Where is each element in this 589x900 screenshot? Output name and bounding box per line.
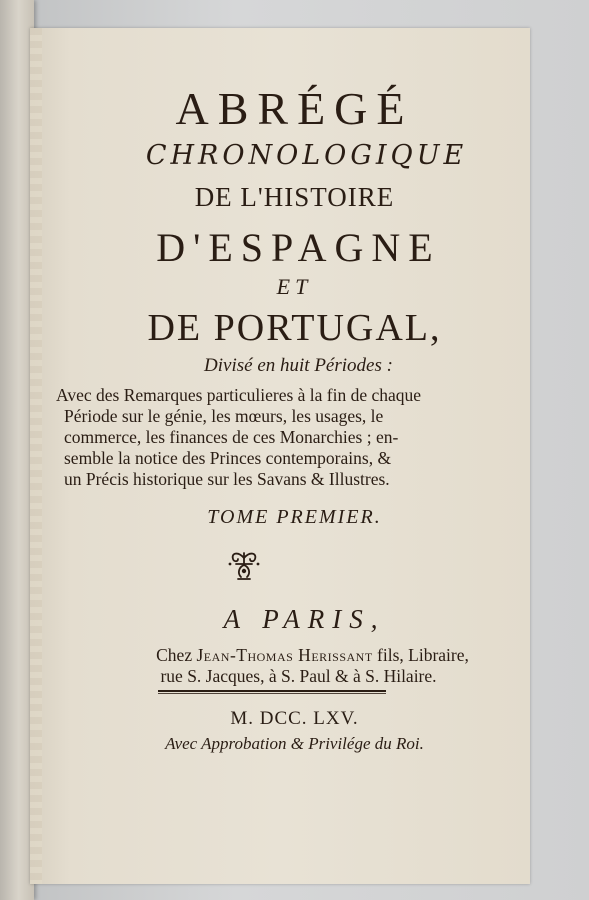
description-line: un Précis historique sur les Savans & Illustres. [64, 469, 390, 489]
title-line-6: DE PORTUGAL, [147, 307, 442, 349]
publication-year: M. DCC. LXV. [230, 708, 359, 729]
description-line: Avec des Remarques particulieres à la fin de chaque [56, 385, 422, 405]
volume-label: TOME PREMIER. [207, 506, 382, 528]
imprint-line-2: rue S. Jacques, à S. Paul & à S. Hilaire. [160, 666, 437, 686]
double-rule-divider [158, 690, 386, 694]
description-line: Période sur le génie, les mœurs, les usages, le [64, 406, 384, 426]
title-line-4: D'ESPAGNE [156, 225, 441, 270]
imprint-prefix: Chez [156, 645, 197, 665]
imprint-line-1 [0, 645, 589, 666]
book-binding-edge [0, 0, 34, 900]
fleuron-ornament-icon [226, 549, 262, 583]
imprint-suffix: fils, Libraire, [372, 645, 469, 665]
description-line: semble la notice des Princes contemporains, & [64, 448, 392, 468]
royal-privilege-line: Avec Approbation & Privilége du Roi. [165, 734, 424, 753]
title-line-1: ABRÉGÉ [175, 83, 414, 134]
place-of-publication: A PARIS, [223, 604, 386, 634]
title-line-3: DE L'HISTOIRE [194, 182, 395, 212]
description-block [50, 385, 486, 490]
title-line-5: ET [276, 274, 313, 299]
title-line-2: CHRONOLOGIQUE [145, 140, 468, 171]
subtitle: Divisé en huit Périodes : [204, 355, 393, 376]
description-line: commerce, les finances de ces Monarchies ; en- [64, 427, 399, 447]
publisher-name: Jean-Thomas Herissant [196, 645, 373, 665]
